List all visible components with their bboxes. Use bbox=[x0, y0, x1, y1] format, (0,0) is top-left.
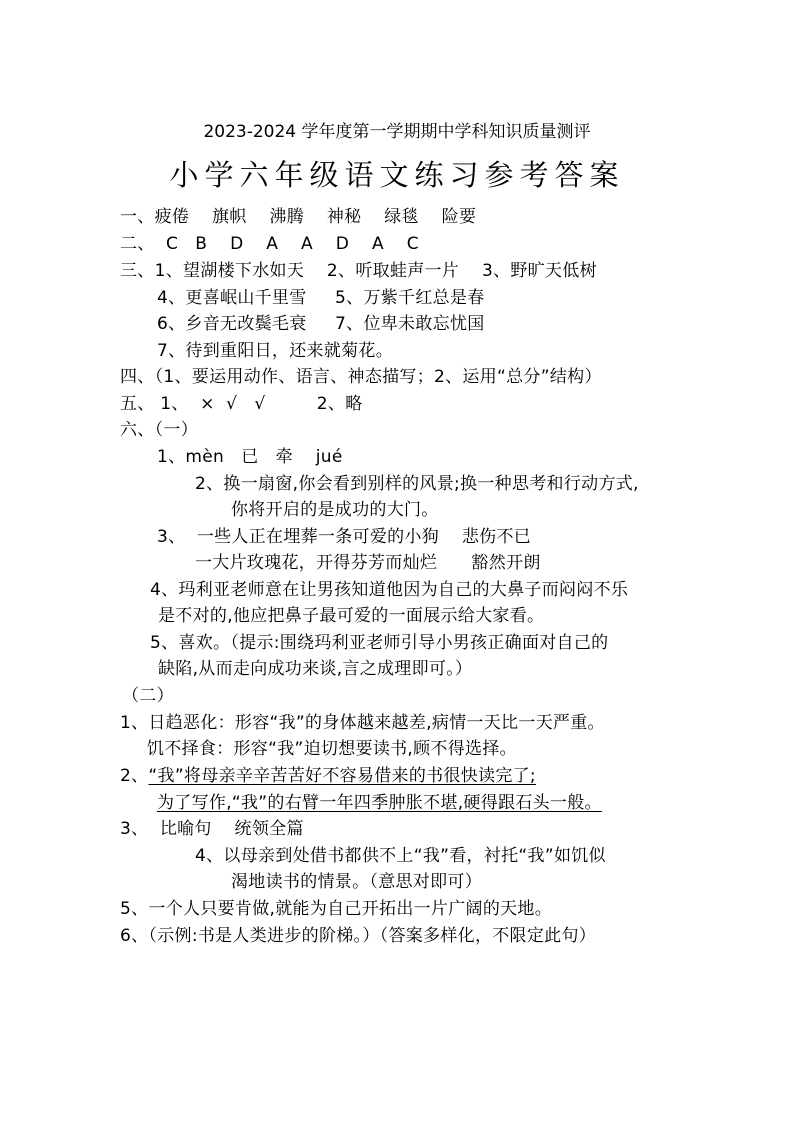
underlined-answer: “我”将母亲辛辛苦苦好不容易借来的书很快读完了; bbox=[148, 766, 536, 786]
exam-subtitle: 2023-2024 学年度第一学期期中学科知识质量测评 bbox=[203, 122, 591, 142]
answer-line-9: 六、（一） bbox=[120, 420, 198, 440]
answer-line-20: 1、日趋恶化：形容“我”的身体越来越差,病情一天比一天严重。 bbox=[120, 713, 605, 733]
answer-line-26: 渴地读书的情景。（意思对即可） bbox=[231, 872, 482, 892]
answer-line-15: 4、玛利亚老师意在让男孩知道他因为自己的大鼻子而闷闷不乐 bbox=[150, 580, 629, 600]
answer-line-18: 缺陷,从而走向成功来谈,言之成理即可。） bbox=[158, 659, 473, 679]
answer-line-6: 7、待到重阳日，还来就菊花。 bbox=[157, 341, 394, 361]
answer-line-28: 6、（示例:书是人类进步的阶梯。）（答案多样化，不限定此句） bbox=[120, 926, 597, 946]
answer-line-22 bbox=[120, 765, 536, 787]
answer-line-21: 饥不择食：形容“我”迫切想要读书,顾不得选择。 bbox=[147, 739, 517, 759]
answer-line-24: 3、 比喻句 统领全篇 bbox=[120, 819, 304, 839]
answer-line-7: 四、（1、要运用动作、语言、神态描写；2、运用“总分”结构） bbox=[120, 367, 602, 387]
answer-line-17: 5、喜欢。（提示:围绕玛利亚老师引导小男孩正确面对自己的 bbox=[150, 633, 609, 653]
answer-line-14: 一大片玫瑰花，开得芬芳而灿烂 豁然开朗 bbox=[195, 553, 541, 573]
answer-line-4: 4、更喜岷山千里雪 5、万紫千红总是春 bbox=[157, 288, 485, 308]
answer-line-10: 1、mèn 已 牵 jué bbox=[157, 447, 343, 467]
answer-line-8: 五、 1、 × √ √ 2、略 bbox=[120, 394, 363, 414]
answer-line-1: 一、疲倦 旗帜 沸腾 神秘 绿毯 险要 bbox=[120, 207, 477, 227]
answer-line-12: 你将开启的是成功的大门。 bbox=[231, 500, 439, 520]
answer-line-25: 4、以母亲到处借书都供不上“我”看，衬托“我”如饥似 bbox=[195, 846, 606, 866]
answer-line-2: 二、 C B D A A D A C bbox=[120, 234, 419, 254]
answer-line-19: （二） bbox=[122, 686, 174, 706]
answer-line-13: 3、 一些人正在埋葬一条可爱的小狗 悲伤不已 bbox=[157, 527, 532, 547]
answer-line-16: 是不对的,他应把鼻子最可爱的一面展示给大家看。 bbox=[158, 606, 545, 626]
page-title: 小学六年级语文练习参考答案 bbox=[169, 158, 625, 192]
answer-line-3: 三、1、望湖楼下水如天 2、听取蛙声一片 3、野旷天低树 bbox=[120, 261, 597, 281]
answer-line-23: 为了写作,“我”的右臂一年四季肿胀不堪,硬得跟石头一般。 bbox=[157, 793, 602, 813]
answer-line-11: 2、换一扇窗,你会看到别样的风景;换一种思考和行动方式, bbox=[195, 474, 639, 494]
answer-line-5: 6、乡音无改鬓毛衰 7、位卑未敢忘忧国 bbox=[157, 314, 485, 334]
answer-line-27: 5、一个人只要肯做,就能为自己开拓出一片广阔的天地。 bbox=[120, 899, 553, 919]
answer-number: 2、 bbox=[120, 766, 149, 786]
